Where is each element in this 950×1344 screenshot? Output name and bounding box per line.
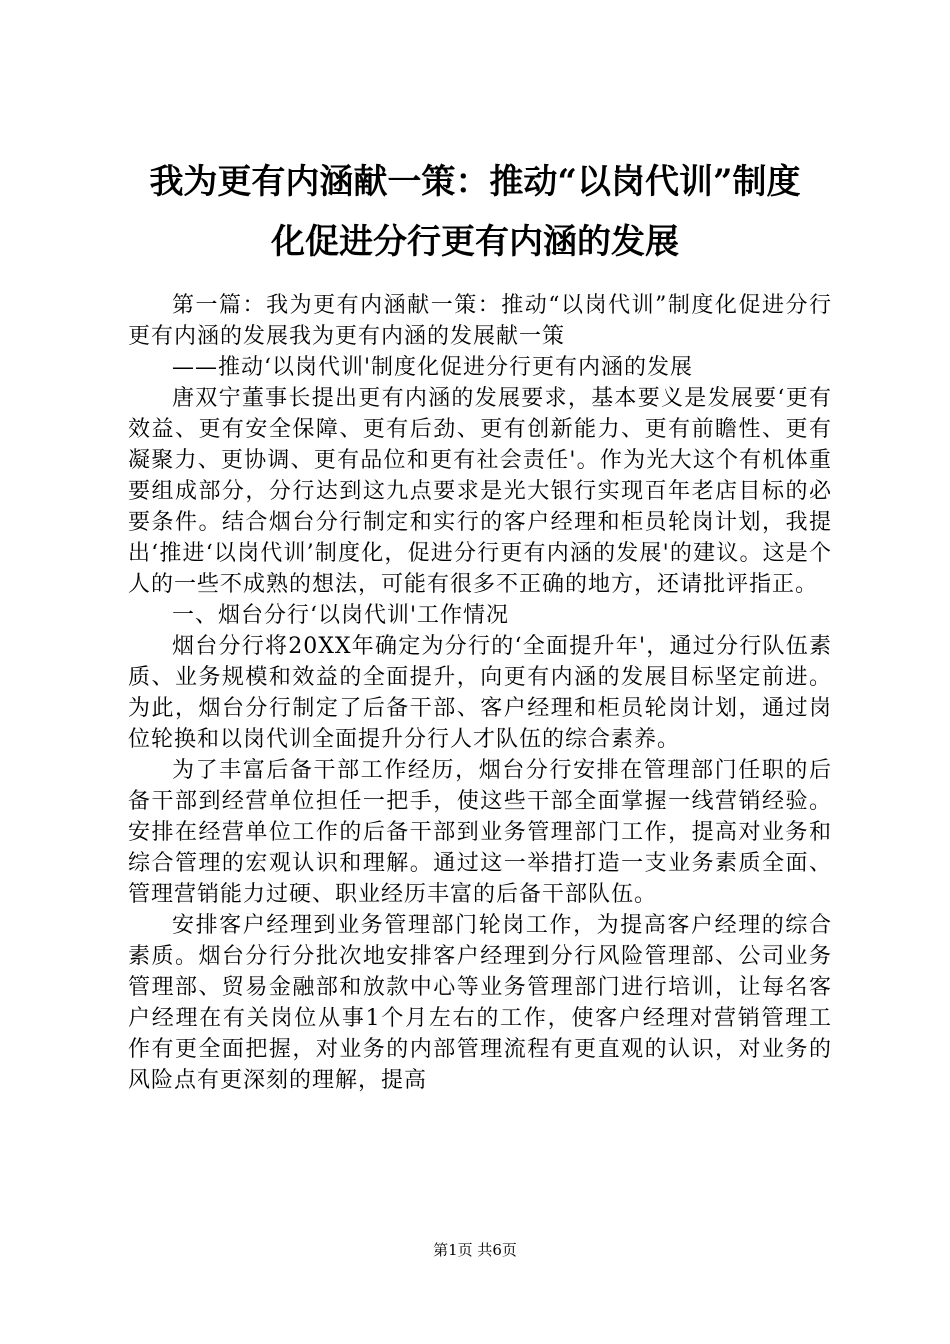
paragraph-plan: 烟台分行将20XX年确定为分行的‘全面提升年'，通过分行队伍素质、业务规模和效益的全面提升，向更有内涵的发展目标坚定前进。为此，烟台分行制定了后备干部、客户经理和柜员轮岗计划，通过岗位轮换和以岗代训全面提升分行人才队伍的综合素养。 (128, 634, 832, 752)
page-footer: 第1页 共6页 (433, 1241, 517, 1259)
paragraph-requirements: 唐双宁董事长提出更有内涵的发展要求，基本要义是发展要‘更有效益、更有安全保障、更有后劲、更有创新能力、更有前瞻性、更有凝聚力、更协调、更有品位和更有社会责任'。作为光大这个有机体重要组成部分，分行达到这九点要求是光大银行实现百年老店目标的必要条件。结合烟台分行制定和实行的客户经理和柜员轮岗计划，我提出‘推进‘以岗代训’制度化，促进分行更有内涵的发展'的建议。这是个人的一些不成熟的想法，可能有很多不正确的地方，还请批评指正。 (128, 386, 832, 597)
paragraph-subtitle: ——推动‘以岗代训'制度化促进分行更有内涵的发展 (172, 355, 694, 380)
document-body (128, 290, 832, 1096)
paragraph-reserve-cadres: 为了丰富后备干部工作经历，烟台分行安排在管理部门任职的后备干部到经营单位担任一把手，使这些干部全面掌握一线营销经验。安排在经营单位工作的后备干部到业务管理部门工作，提高对业务和综合管理的宏观认识和理解。通过这一举措打造一支业务素质全面、管理营销能力过硬、职业经历丰富的后备干部队伍。 (128, 758, 832, 907)
paragraph-intro: 第一篇：我为更有内涵献一策：推动“以岗代训”制度化促进分行更有内涵的发展我为更有内涵的发展献一策 (128, 293, 832, 349)
document-title-line-1: 我为更有内涵献一策：推动“以岗代训”制度 (149, 162, 801, 202)
section-heading-1: 一、烟台分行‘以岗代训'工作情况 (172, 603, 510, 628)
document-title-line-2: 化促进分行更有内涵的发展 (271, 222, 679, 262)
paragraph-account-managers: 安排客户经理到业务管理部门轮岗工作，为提高客户经理的综合素质。烟台分行分批次地安排客户经理到分行风险管理部、公司业务管理部、贸易金融部和放款中心等业务管理部门进行培训，让每名客户经理在有关岗位从事1个月左右的工作，使客户经理对营销管理工作有更全面把握，对业务的内部管理流程有更直观的认识，对业务的风险点有更深刻的理解，提高 (128, 913, 832, 1093)
